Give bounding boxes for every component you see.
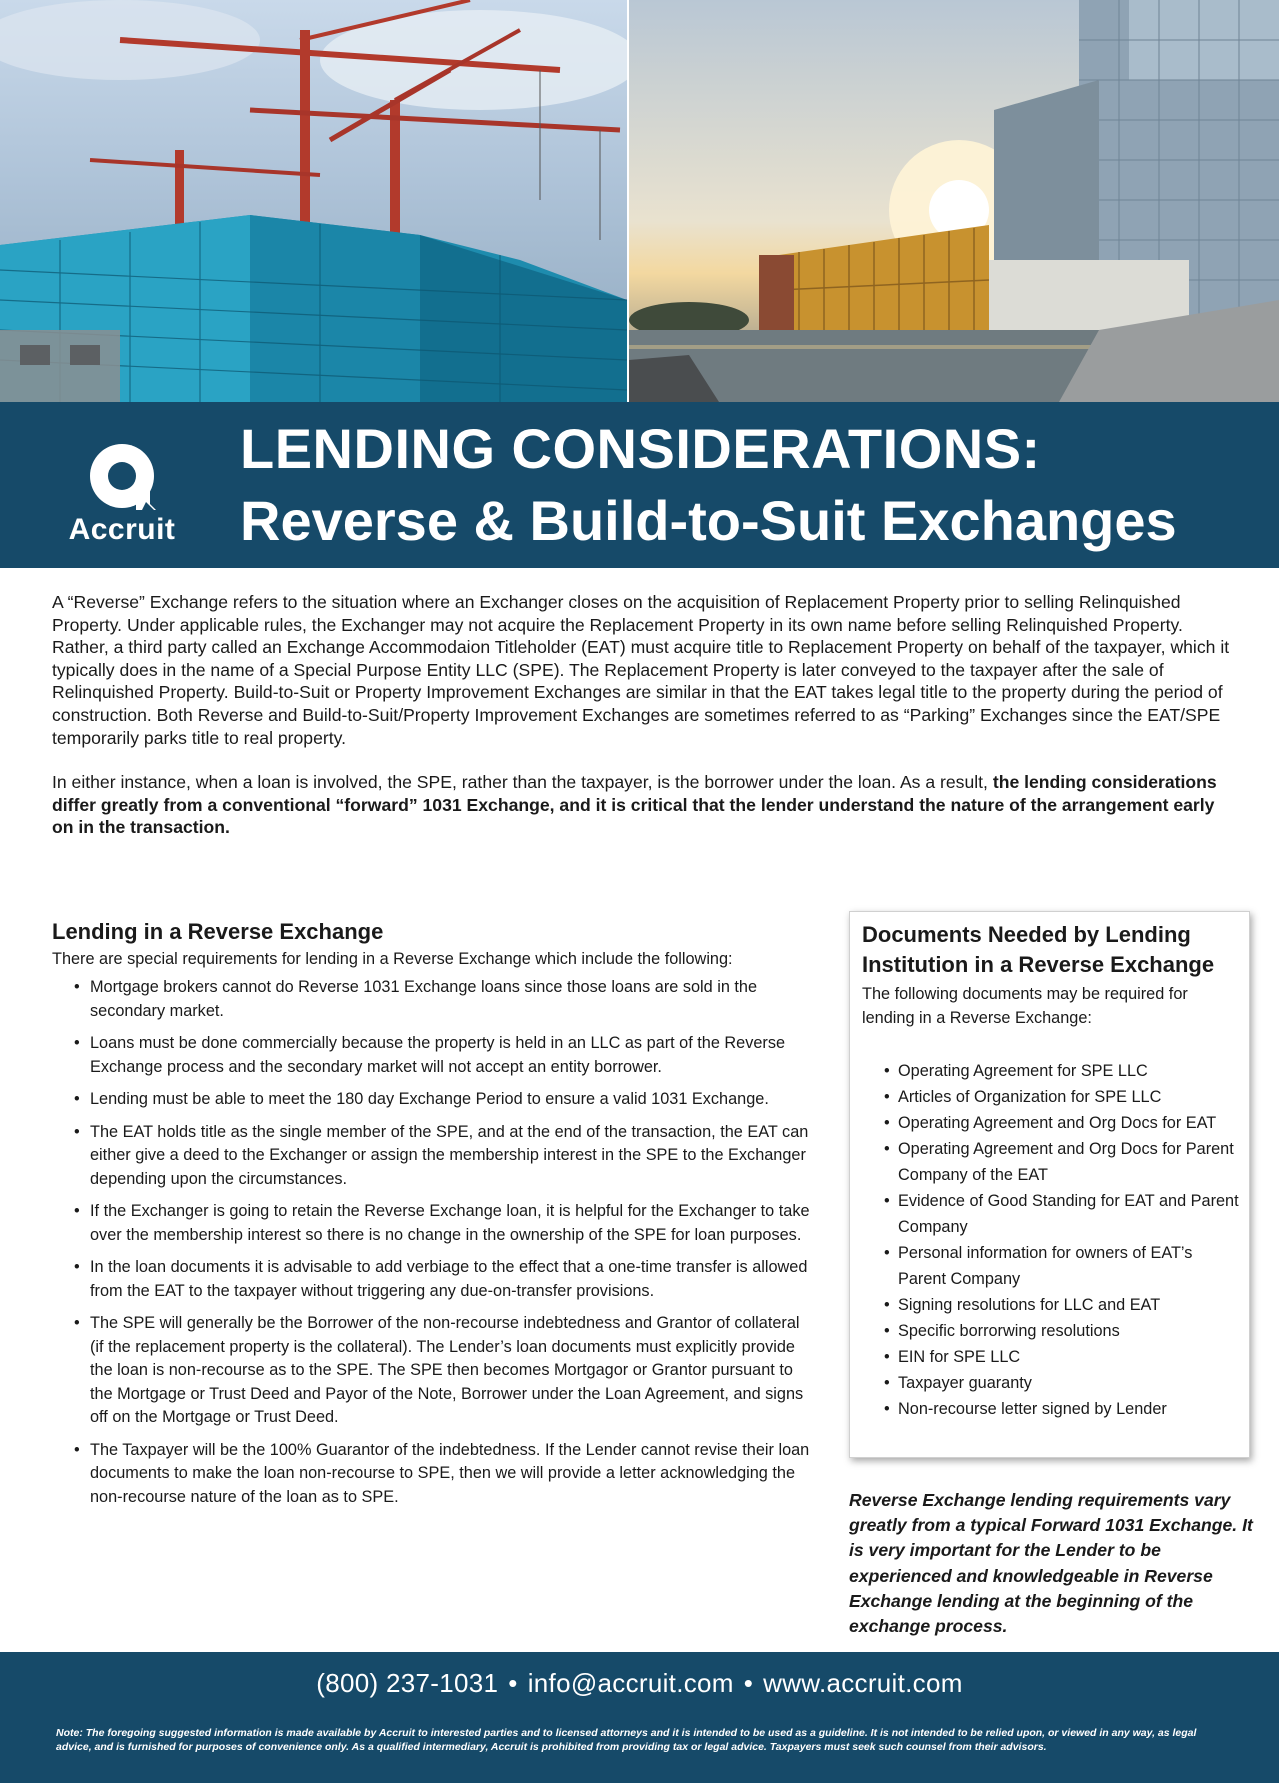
list-item: • Lending must be able to meet the 180 day Exchange Period to ensure a valid 1031 Exchange. bbox=[52, 1088, 812, 1112]
brand-logo bbox=[52, 440, 192, 550]
list-item: • Loans must be done commercially because the property is held in an LLC as part of the Reverse Exchange process and the secondary market will not accept an entity borrower. bbox=[52, 1032, 812, 1079]
list-item: • The Taxpayer will be the 100% Guarantor of the indebtedness. If the Lender cannot revise their loan documents to make the loan non-recourse to SPE, then we will provide a letter acknowledging the non-recourse nature of the loan as to SPE. bbox=[52, 1439, 812, 1510]
list-item: • Articles of Organization for SPE LLC bbox=[862, 1084, 1242, 1110]
list-item: • Non-recourse letter signed by Lender bbox=[862, 1396, 1242, 1422]
contact-line bbox=[0, 1668, 1279, 1699]
intro-paragraph-1: A “Reverse” Exchange refers to the situation where an Exchanger closes on the acquisition of Replacement Property prior to selling Relinquished Property. Under applicable rules, the Exchanger may not acquire the Replacement Property in its own name before selling Relinquished Property. Rather, a third party called an Exchange Accommodaion Titleholder (EAT) must acquire title to Replacement Property on behalf of the taxpayer, which it typically does in the name of a Special Purpose Entity LLC (SPE). The Replacement Property is later conveyed to the taxpayer after the sale of Relinquished Property. Build-to-Suit or Property Improvement Exchanges are similar in that the EAT takes legal title to the property during the period of construction. Both Reverse and Build-to-Suit/Property Improvement Exchanges are sometimes referred to as “Parking” Exchanges since the EAT/SPE temporarily parks title to real property. bbox=[52, 592, 1230, 748]
list-item: • Operating Agreement and Org Docs for EAT bbox=[862, 1110, 1242, 1136]
phone-link[interactable]: (800) 237-1031 bbox=[316, 1668, 499, 1698]
construction-cranes-photo bbox=[0, 0, 627, 402]
separator-dot: • bbox=[508, 1668, 518, 1698]
page-title-line1: LENDING CONSIDERATIONS: bbox=[240, 417, 1041, 480]
documents-lead: The following documents may be required for lending in a Reverse Exchange: bbox=[862, 985, 1188, 1027]
list-item: • In the loan documents it is advisable to add verbiage to the effect that a one-time transfer is allowed from the EAT to the taxpayer without triggering any due-on-transfer provisions. bbox=[52, 1256, 812, 1303]
hero-photos bbox=[0, 0, 1279, 402]
list-item: • Operating Agreement and Org Docs for Parent Company of the EAT bbox=[862, 1136, 1242, 1188]
construction-scene-illustration bbox=[0, 0, 627, 402]
intro-section bbox=[52, 591, 1232, 839]
list-item: • Signing resolutions for LLC and EAT bbox=[862, 1292, 1242, 1318]
list-item: • The EAT holds title as the single member of the SPE, and at the end of the transaction, the EAT can either give a deed to the Exchanger or assign the membership interest in the SPE to the Exchanger depending upon the circumstances. bbox=[52, 1121, 812, 1192]
page-title-line2: Reverse & Build-to-Suit Exchanges bbox=[240, 489, 1177, 552]
list-item: • Evidence of Good Standing for EAT and Parent Company bbox=[862, 1188, 1242, 1240]
closing-statement: Reverse Exchange lending requirements vary greatly from a typical Forward 1031 Exchange. It is very important for the Lender to be experienced and knowledgeable in Reverse Exchange lending at the beginning of the exchange process. bbox=[849, 1490, 1253, 1637]
lending-section bbox=[52, 918, 812, 1518]
lending-heading: Lending in a Reverse Exchange bbox=[52, 919, 384, 944]
accruit-a-logo-icon bbox=[52, 440, 192, 512]
list-item: • Operating Agreement for SPE LLC bbox=[862, 1058, 1242, 1084]
list-item: • Personal information for owners of EAT’s Parent Company bbox=[862, 1240, 1242, 1292]
list-item: • EIN for SPE LLC bbox=[862, 1344, 1242, 1370]
intro-paragraph-2-text: In either instance, when a loan is involved, the SPE, rather than the taxpayer, is the borrower under the loan. As a result, bbox=[52, 772, 993, 793]
list-item: • Mortgage brokers cannot do Reverse 1031 Exchange loans since those loans are sold in the secondary market. bbox=[52, 976, 812, 1023]
brand-name: Accruit bbox=[68, 513, 176, 546]
list-item: • Taxpayer guaranty bbox=[862, 1370, 1242, 1396]
intro-paragraph-2-emphasis: the lending considerations differ greatly from a conventional “forward” 1031 Exchange, and it is critical that the lender understand the nature of the arrangement early on in the transaction. bbox=[52, 772, 1217, 838]
list-item: • Specific borrorwing resolutions bbox=[862, 1318, 1242, 1344]
documents-heading: Documents Needed by Lending Institution in a Reverse Exchange bbox=[862, 922, 1215, 977]
documents-list bbox=[862, 1058, 1242, 1422]
lending-lead: There are special requirements for lending in a Reverse Exchange which include the following: bbox=[52, 950, 733, 968]
email-link[interactable]: info@accruit.com bbox=[527, 1668, 734, 1698]
documents-box bbox=[849, 911, 1250, 1458]
footer bbox=[0, 1652, 1279, 1783]
separator-dot: • bbox=[743, 1668, 754, 1698]
list-item: • The SPE will generally be the Borrower of the non-recourse indebtedness and Grantor of collateral (if the replacement property is the collateral). The Lender’s loan documents must explicitly provide the loan is non-recourse as to the SPE. The SPE then becomes Mortgagor or Grantor pursuant to the Mortgage or Trust Deed and Payor of the Note, Borrower under the Loan Agreement, and signs off on the Mortgage or Trust Deed. bbox=[52, 1312, 812, 1430]
modern-buildings-waterfront-photo bbox=[629, 0, 1279, 402]
disclaimer: Note: The foregoing suggested information is made available by Accruit to interested parties and to licensed attorneys and it is intended to be used as a guideline. It is not intended to be relied upon, or viewed in any way, as legal advice, and is furnished for purposes of convenience only. As a qualified intermediary, Accruit is prohibited from providing tax or legal advice. Taxpayers must seek such counsel from their advisors. bbox=[56, 1727, 1197, 1753]
website-link[interactable]: www.accruit.com bbox=[763, 1668, 963, 1698]
title-band bbox=[0, 402, 1279, 568]
waterfront-scene-illustration bbox=[629, 0, 1279, 402]
list-item: • If the Exchanger is going to retain the Reverse Exchange loan, it is helpful for the Exchanger to take over the membership interest so there is no change in the ownership of the SPE for loan purposes. bbox=[52, 1200, 812, 1247]
intro-paragraph-2 bbox=[52, 771, 1232, 839]
lending-list bbox=[52, 976, 812, 1509]
